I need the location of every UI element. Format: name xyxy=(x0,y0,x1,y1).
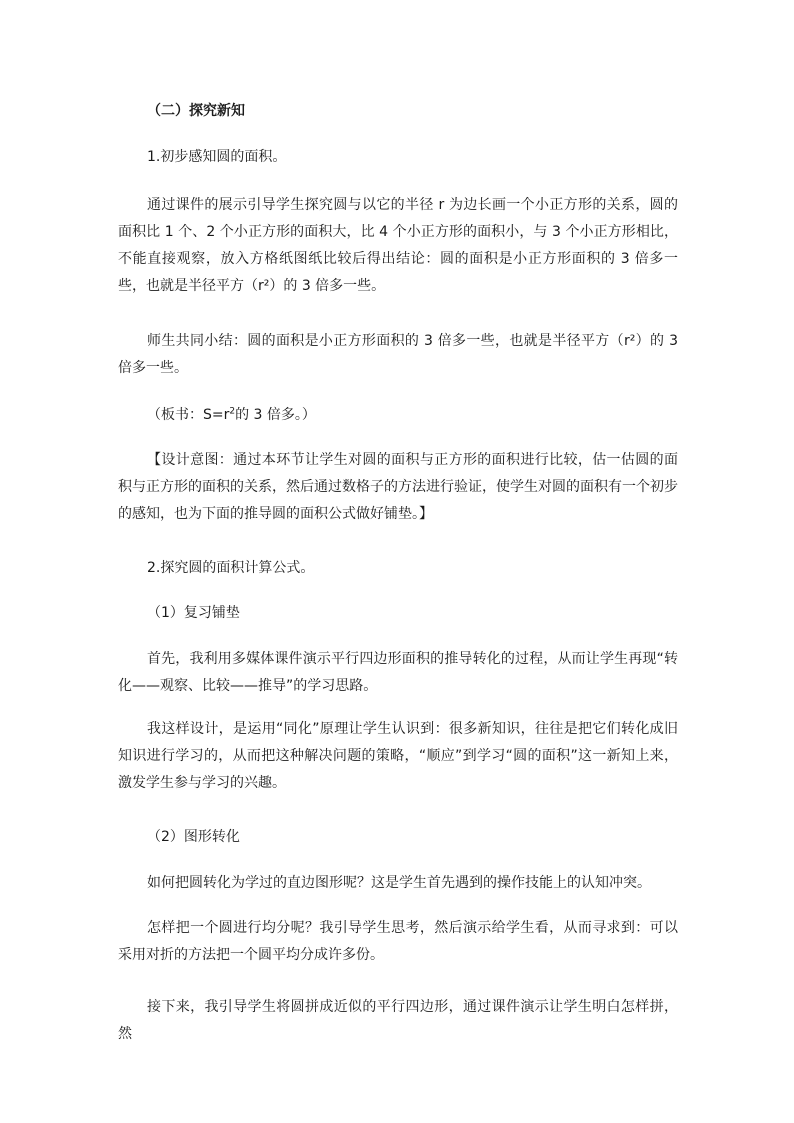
subsection2-title: （2）图形转化 xyxy=(147,829,240,845)
board-note xyxy=(118,402,678,429)
paragraph-intro-exploration: 通过课件的展示引导学生探究圆与以它的半径 r 为边长画一个小正方形的关系，圆的面积比 1 个、2 个小正方形的面积大，比 4 个小正方形的面积小，与 3 个小正方形相比，不能直接观察，放入方格纸图纸比较后得出结论：圆的面积是小正方形面积的 3 倍多一些，也就是半径平方（r²）的 3 倍多一些。 xyxy=(118,197,678,294)
paragraph-summary: 师生共同小结：圆的面积是小正方形面积的 3 倍多一些，也就是半径平方（r²）的 3 倍多一些。 xyxy=(118,333,678,376)
paragraph-conflict: 如何把圆转化为学过的直边图形呢？这是学生首先遇到的操作技能上的认知冲突。 xyxy=(147,875,651,891)
paragraph-review: 首先，我利用多媒体课件演示平行四边形面积的推导转化的过程，从而让学生再现“转化——观察、比较——推导”的学习思路。 xyxy=(118,651,678,694)
paragraph-folding: 怎样把一个圆进行均分呢？我引导学生思考，然后演示给学生看，从而寻求到：可以采用对折的方法把一个圆平均分成许多份。 xyxy=(118,920,678,963)
design-intent: 【设计意图：通过本环节让学生对圆的面积与正方形的面积进行比较，估一估圆的面积与正方形的面积的关系，然后通过数格子的方法进行验证，使学生对圆的面积有一个初步的感知，也为下面的推导圆的面积公式做好铺垫。】 xyxy=(118,452,678,522)
paragraph-assimilation: 我这样设计，是运用“同化”原理让学生认识到：很多新知识，往往是把它们转化成旧知识进行学习的，从而把这种解决问题的策略，“顺应”到学习“圆的面积”这一新知上来，激发学生参与学习的兴趣。 xyxy=(118,721,678,791)
board-note-superscript: 2 xyxy=(229,406,236,417)
item1-title: 1.初步感知圆的面积。 xyxy=(147,149,287,165)
section-heading: （二）探究新知 xyxy=(147,103,245,119)
paragraph-parallelogram: 接下来，我引导学生将圆拼成近似的平行四边形，通过课件演示让学生明白怎样拼，然 xyxy=(118,999,678,1042)
board-note-prefix: （板书：S=r xyxy=(147,407,230,423)
board-note-suffix: 的 3 倍多。） xyxy=(235,407,316,423)
item2-title: 2.探究圆的面积计算公式。 xyxy=(147,560,315,576)
subsection1-title: （1）复习铺垫 xyxy=(147,605,240,621)
